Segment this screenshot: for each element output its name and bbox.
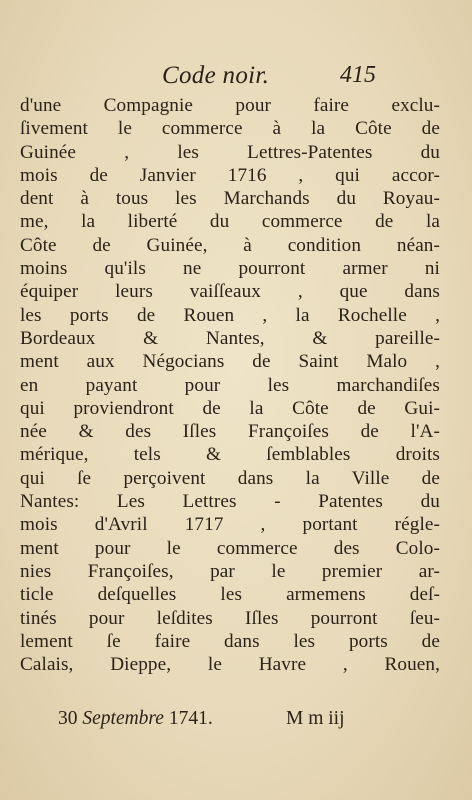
text-line: ment pour le commerce des Colo- [20,537,440,559]
text-line: mois de Janvier 1716 , qui accor- [20,164,440,186]
text-line: ticle deſquelles les armemens deſ- [20,584,440,606]
text-line: d'une Compagnie pour faire exclu- [20,95,440,116]
footer-date-year: 1741. [168,708,213,729]
footer-date-day: 30 [58,708,78,729]
text-line: qui ſe perçoivent dans la Ville de [20,467,440,489]
text-line: Bordeaux & Nantes, & pareille- [20,327,440,349]
text-line: dent à tous les Marchands du Royau- [20,188,440,210]
text-line: Guinée , les Lettres-Patentes du [20,141,440,163]
page-header [0,62,472,94]
text-line: moins qu'ils ne pourront armer ni [20,258,440,280]
text-line: qui proviendront de la Côte de Gui- [20,397,440,419]
body-text [20,94,440,676]
text-line: les ports de Rouen , la Rochelle , [20,304,440,326]
footer-date [58,708,213,730]
page-number: 415 [340,62,376,88]
text-line: me, la liberté du commerce de la [20,211,440,233]
page-footer [58,708,358,734]
text-line: mérique, tels & ſemblables droits [20,444,440,466]
text-line: ment aux Négocians de Saint Malo , [20,351,440,373]
text-line: Nantes: Les Lettres - Patentes du [20,491,440,513]
signature-mark: M m iij [286,708,345,729]
text-line: mois d'Avril 1717 , portant régle- [20,514,440,536]
running-title: Code noir. [162,62,270,89]
text-line: nies Françoiſes, par le premier ar- [20,560,440,582]
text-line: née & des Iſles Françoiſes de l'A- [20,421,440,443]
footer-date-month: Septembre [82,708,164,729]
text-line: Côte de Guinée, à condition néan- [20,234,440,256]
text-line: Calais, Dieppe, le Havre , Rouen, [20,654,440,676]
text-line: en payant pour les marchandiſes [20,374,440,396]
text-line: lement ſe faire dans les ports de [20,630,440,652]
text-line: ſivement le commerce à la Côte de [20,118,440,140]
text-line: équiper leurs vaiſſeaux , que dans [20,281,440,303]
text-line: tinés pour leſdites Iſles pourront ſeu- [20,607,440,629]
